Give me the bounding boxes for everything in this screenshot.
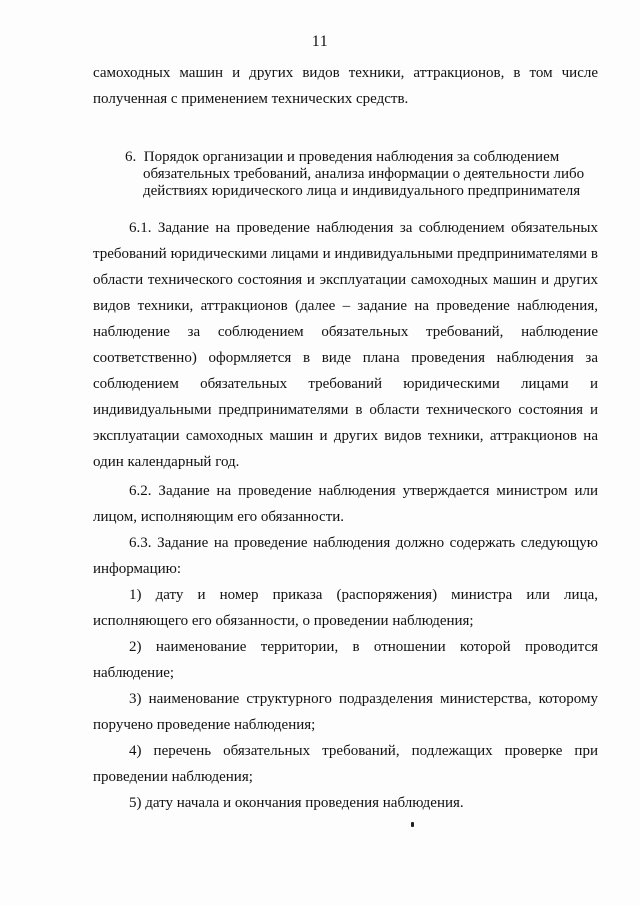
list-item-1-text: 1) дату и номер приказа (распоряжения) министра или лица, исполняющего его обязанности, о проведении наблюдения; (93, 587, 598, 629)
paragraph-6-3-text: 6.3. Задание на проведение наблюдения должно содержать следующую информацию: (93, 535, 598, 577)
section-heading-line-2: обязательных требований, анализа информации о деятельности либо (143, 166, 585, 182)
list-item (93, 686, 598, 738)
list-item (93, 634, 598, 686)
section-number: 6. (125, 149, 137, 165)
continuation-paragraph: самоходных машин и других видов техники, аттракционов, в том числе полученная с применением технических средств. (93, 65, 598, 107)
list-item-3-text: 3) наименование структурного подразделения министерства, которому поручено проведение наблюдения; (93, 691, 598, 733)
paragraph-6-2-text: 6.2. Задание на проведение наблюдения утверждается министром или лицом, исполняющим его обязанности. (93, 483, 598, 525)
paragraph-6-3 (93, 530, 598, 582)
scan-speck (411, 822, 414, 827)
list-item (93, 738, 598, 790)
list-item-5-text: 5) дату начала и окончания проведения наблюдения. (129, 795, 464, 811)
section-heading (125, 149, 595, 200)
paragraph-6-2 (93, 478, 598, 530)
paragraph-6-1 (93, 215, 598, 475)
list-item (93, 582, 598, 634)
continuation-text (93, 60, 598, 112)
list-item-2-text: 2) наименование территории, в отношении которой проводится наблюдение; (93, 639, 598, 681)
section-heading-line-1-text: Порядок организации и проведения наблюдения за соблюдением (143, 149, 560, 165)
page-number: 11 (311, 33, 329, 50)
paragraph-6-1-text: 6.1. Задание на проведение наблюдения за соблюдением обязательных требований юридическими лицами и индивидуальными предпринимателями в области технического состояния и эксплуатации самоходных машин и других видов техники, аттракционов (далее – задание на проведение наблюдения, наблюдение за соблюдением обязательных требований, наблюдение соответственно) оформляется в виде плана проведения наблюдения за соблюдением обязательных требований юридическими лицами и индивидуальными предпринимателями в области технического состояния и эксплуатации самоходных машин и других видов техники, аттракционов на один календарный год. (93, 220, 598, 470)
list-item-4-text: 4) перечень обязательных требований, подлежащих проверке при проведении наблюдения; (93, 743, 598, 785)
section-heading-line-3: действиях юридического лица и индивидуального предпринимателя (143, 183, 581, 199)
section-heading-line-1 (125, 149, 595, 166)
list-item (93, 790, 598, 816)
